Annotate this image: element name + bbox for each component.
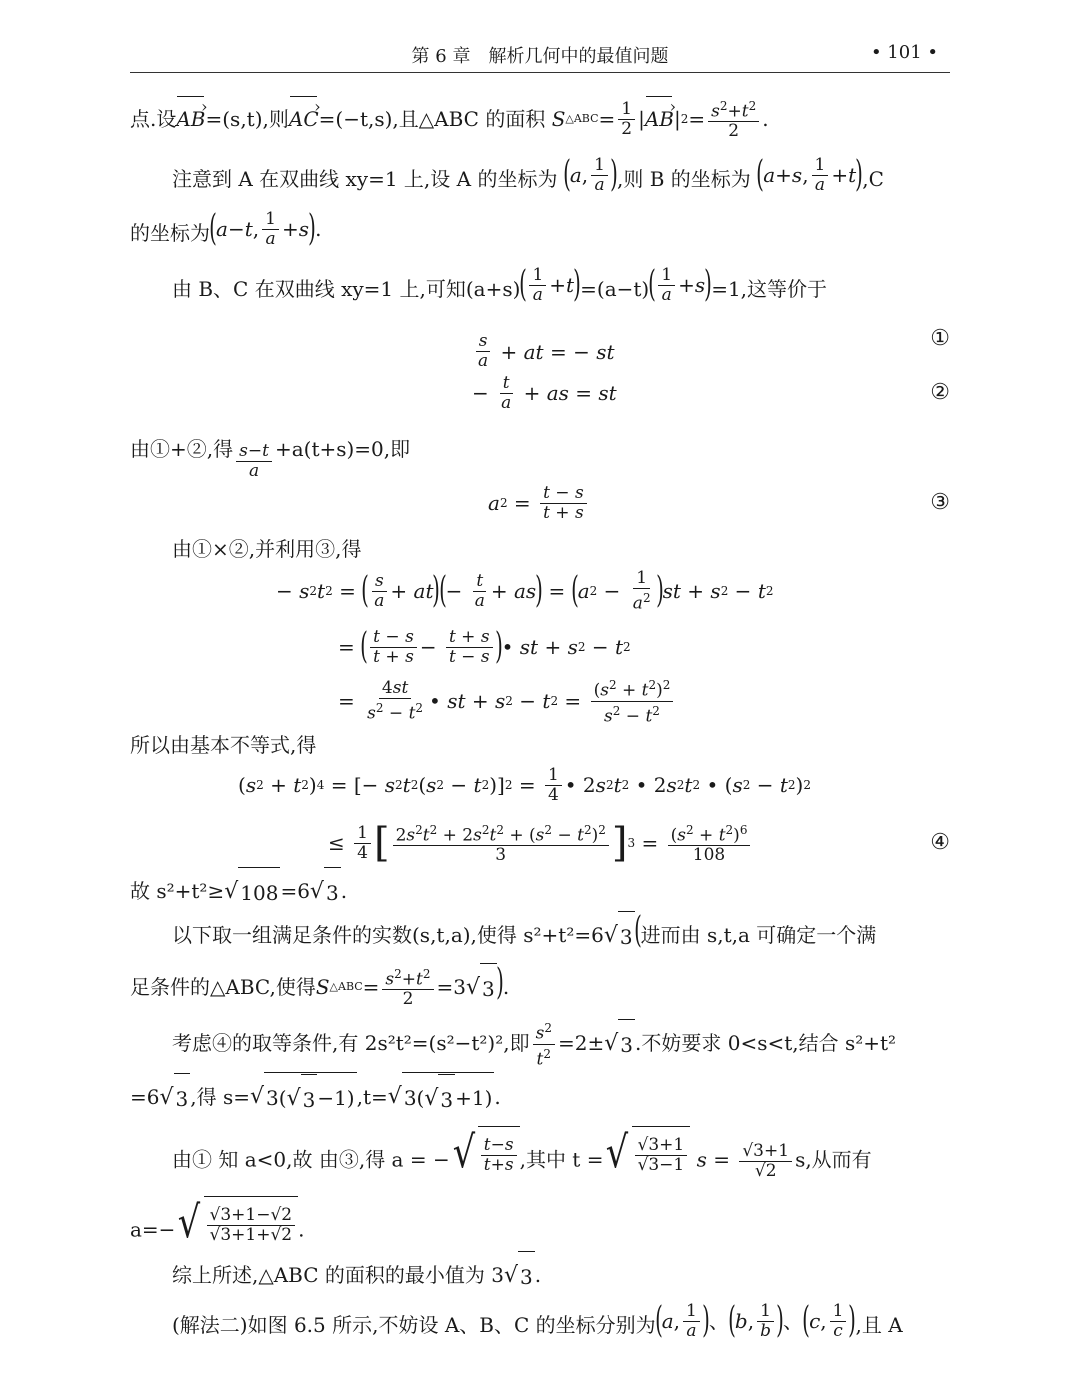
- equation-3: a 2 = t − s t + s ③: [0, 478, 1080, 528]
- equation-tag: ④: [930, 830, 950, 855]
- text-span: 所以由基本不等式,得: [130, 733, 317, 757]
- text-line: (解法二)如图 6.5 所示,不妨设 A、B、C 的坐标分别为 ( a , 1 a ) 、 ( b , 1 b ) 、 ( c , 1 c ) ,且 A: [172, 1300, 903, 1341]
- text-span: .不妨要求 0<s<t,结合 s²+t²: [635, 1031, 897, 1055]
- text-span: =(−t,s),且△ABC 的面积: [318, 107, 546, 131]
- chapter-title: 第 6 章 解析几何中的最值问题: [411, 46, 669, 67]
- text-span: ,且 A: [855, 1313, 903, 1337]
- text-line: 足条件的△ABC,使得 S △ABC = $s^2+t^2$ 2 =3 √ 3 ).: [0, 962, 1080, 1012]
- text-span: 由①+②,得: [130, 437, 234, 461]
- page-number: • 101 •: [870, 42, 938, 63]
- derivation-line: − s 2 t 2 = ( s a + at ) ( − t a + as ) = ( a 2 − 1 $a^2$ ) st + s 2 − t 2: [276, 567, 774, 614]
- derivation-line: = 4st $s^2 - t^2$ • st + s 2 − t 2 = $(s^2 + t^2)^2$ $s^2 - t^2$: [0, 676, 1080, 726]
- text-span: +a(t+s)=0,即: [274, 437, 411, 461]
- text-span: 由 B、C 在双曲线 xy=1 上,可知(a+s): [172, 277, 521, 301]
- text-span: 以下取一组满足条件的实数(s,t,a),使得 s²+t²=6: [172, 923, 604, 947]
- text-span: 注意到 A 在双曲线 xy=1 上,设 A 的坐标为: [172, 167, 558, 191]
- text-span: ,C: [862, 167, 884, 191]
- text-line: 以下取一组满足条件的实数(s,t,a),使得 s²+t²=6 √ 3 (进而由 s,t,a 可确定一个满: [0, 910, 1080, 960]
- text-line: 由 B、C 在双曲线 xy=1 上,可知(a+s) ( 1 a + t ) =(a−t) ( 1 a + s ) =1,这等价于: [172, 264, 828, 305]
- derivation-line: ( s 2 + t 2 ) 4 = [− s 2 t 2 ( s 2 − t 2 )] 2 = 1 4 • 2 s 2 t 2 • 2 s 2 t 2 • ( s 2 − t 2 ) 2: [238, 764, 811, 805]
- text-line: 的坐标为 ( a − t , 1 a + s ) .: [130, 208, 322, 249]
- text-line: 由① 知 a<0,故 由③,得 a = − √ $\frac{t-s}{t+s}$ ,其中 t = √ $\frac{√3+1}{√3-1}$ s = $\frac{√3+1}{√2}$ s,从而有: [172, 1126, 872, 1181]
- text-line: 注意到 A 在双曲线 xy=1 上,设 A 的坐标为 ( a , 1 a ) ,则 B 的坐标为 ( a + s , 1 a + t ) ,C: [172, 154, 884, 195]
- text-span: ,则 B 的坐标为: [617, 167, 751, 191]
- text-span: s,从而有: [795, 1147, 872, 1172]
- text-span: =2±: [557, 1031, 605, 1055]
- text-span: 足条件的△ABC,使得: [130, 975, 316, 999]
- text-span: (解法二)如图 6.5 所示,不妨设 A、B、C 的坐标分别为: [172, 1313, 656, 1337]
- text-span: =(s,t),则: [205, 107, 289, 131]
- text-span: 由①×②,并利用③,得: [172, 537, 362, 561]
- text-line: 点.设AB ›=(s,t),则AC ›=(−t,s),且△ABC 的面积 S △ABC = 1 2 | AB › | 2 = $s^2+t^2$ 2 .: [0, 94, 1080, 144]
- text-line: 故 s²+t²≥ √ 108 =6 √ 3 .: [0, 866, 1080, 916]
- text-span: =3: [436, 975, 467, 999]
- text-span: =6: [280, 879, 310, 903]
- text-span: =(a−t): [580, 277, 650, 301]
- equation-tag: ②: [930, 380, 950, 405]
- equation-2: − t a + as = st ②: [0, 368, 1080, 418]
- text-span: 进而由 s,t,a 可确定一个满: [640, 923, 877, 947]
- equation-4: ≤ 1 4 [ $2s^2t^2 + 2s^2t^2 + (s^2 - t^2)^2$ 3 ] 3 = $(s^2 + t^2)^6$ 108 ④: [328, 820, 950, 866]
- text-span: 的坐标为: [130, 221, 210, 245]
- page-header: [130, 38, 950, 73]
- equation-tag: ①: [930, 326, 950, 351]
- text-span: =1,这等价于: [711, 277, 828, 301]
- text-span: a=−: [130, 1217, 176, 1242]
- text-span: ,t=: [356, 1085, 388, 1109]
- text-span: 点.设: [130, 107, 177, 131]
- text-span: 由① 知 a<0,故 由③,得 a = −: [172, 1147, 450, 1172]
- derivation-line: = ( t − s t + s − t + s t − s ) • st + s 2 − t 2: [338, 626, 631, 667]
- equation-1: s a + at = − st ①: [0, 314, 1080, 364]
- text-line: 由①+②,得 s−t a +a(t+s)=0,即: [130, 437, 411, 481]
- text-span: 综上所述,△ABC 的面积的最小值为 3: [172, 1263, 504, 1287]
- text-span: 考虑④的取等条件,有 2s²t²=(s²−t²)²,即: [172, 1031, 530, 1055]
- text-line: 综上所述,△ABC 的面积的最小值为 3 √ 3 .: [0, 1250, 1080, 1300]
- equation-tag: ③: [930, 490, 950, 515]
- text-span: ,得 s=: [190, 1085, 250, 1109]
- text-span: 故 s²+t²≥: [130, 879, 225, 903]
- text-span: =6: [130, 1085, 160, 1109]
- text-span: ,其中 t =: [519, 1147, 604, 1172]
- text-line: a=− √ $\frac{√3+1-√2}{√3+1+√2}$ .: [130, 1196, 305, 1248]
- text-line: 考虑④的取等条件,有 2s²t²=(s²−t²)²,即 $\frac{s^2}{t^2}$ =2± √ 3 .不妨要求 0<s<t,结合 s²+t²: [0, 1018, 1080, 1068]
- text-line: =6 √ 3 ,得 s= √ 3( √ 3 −1) ,t= √ 3( √ 3 +1) .: [0, 1072, 1080, 1122]
